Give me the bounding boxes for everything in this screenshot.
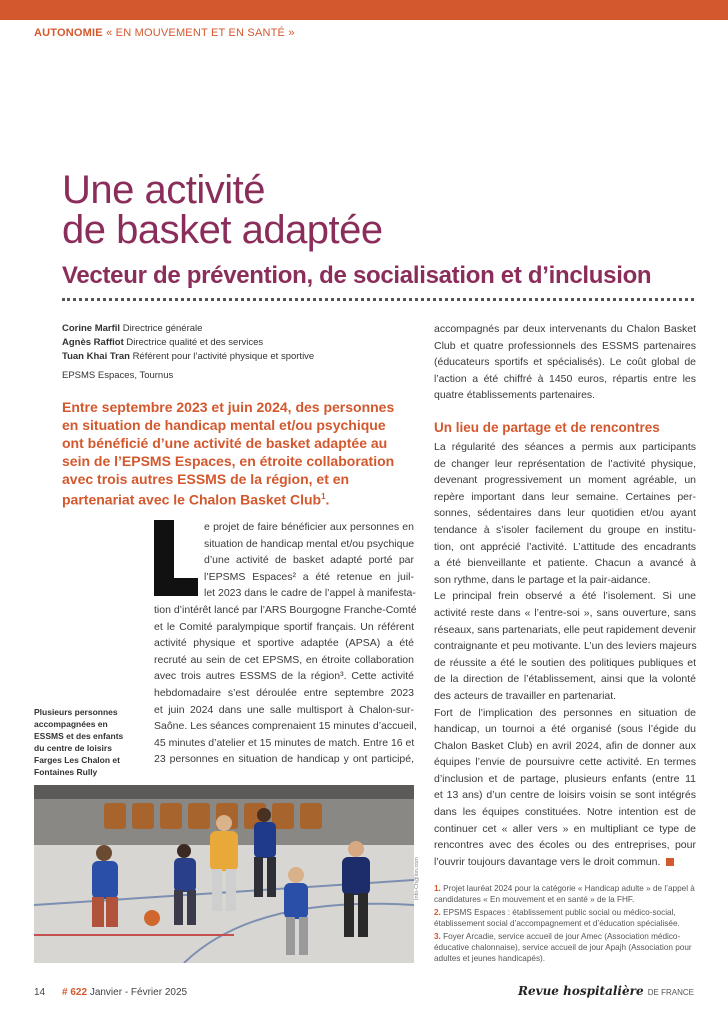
dotted-divider xyxy=(62,298,694,301)
photo-illustration xyxy=(34,785,414,963)
footnotes xyxy=(434,883,702,966)
text-line: d’une activité de basket adapté porté par xyxy=(204,554,414,567)
text-line: Saône. Les séances comprenaient 15 minutes d’accueil, xyxy=(154,720,417,733)
text-line: réseaux, sans partenariats, elle peut rapidement devenir xyxy=(434,623,697,636)
body-column-2 xyxy=(434,439,696,870)
magazine-title: Revue hospitalière xyxy=(518,984,644,998)
text-line: l’ouvrir toujours davantage vers le droit commun. xyxy=(434,855,661,868)
text-line: rencontres avec des écoles ou des entreprises, pour xyxy=(434,839,696,852)
author-2 xyxy=(62,336,314,350)
text-line: équipes l’envie de poursuivre cette activité. En termes xyxy=(434,756,696,769)
footnote-text: Foyer Arcadie, service accueil de jour Amec (Association médico-éducative chalonnaise), service accueil de jour Apajh (Association pour adultes et jeunes handicapés). xyxy=(434,932,692,963)
author-name: Corine Marfil xyxy=(62,323,121,334)
footnote-number: 3. xyxy=(434,932,441,941)
text-line: l’EPSMS Espaces² a été retenue en juil- xyxy=(204,570,414,583)
author-3 xyxy=(62,350,314,364)
issue-date: Janvier - Février 2025 xyxy=(89,987,188,998)
text-line: contraignante et peu motivante. L’un des leviers majeurs xyxy=(434,640,697,653)
top-color-band xyxy=(0,0,728,20)
author-1 xyxy=(62,322,314,336)
text-line: devenant progressivement un moment agréable, un xyxy=(434,474,696,487)
photo-credit: Info-Ch@lon.com xyxy=(414,857,420,900)
text-line: activité physique et sportive adaptée (APSA) a été xyxy=(154,637,414,650)
text-line: son rythme, dans le partage et la pair-aidance. xyxy=(434,573,651,586)
body-column-1 xyxy=(154,519,417,768)
section-heading: Un lieu de partage et de rencontres xyxy=(434,420,660,435)
body-column-2-top xyxy=(434,321,696,404)
text-line: 23 personnes en situation de handicap y ont participé, xyxy=(154,753,414,766)
issue-number: # 622 xyxy=(62,987,88,998)
rubric-main: AUTONOMIE xyxy=(34,27,103,39)
author-name: Tuan Khai Tran xyxy=(62,351,130,362)
author-role: Référent pour l’activité physique et sportive xyxy=(132,351,315,362)
page-number: 14 xyxy=(34,987,46,998)
author-block xyxy=(62,322,314,383)
article-subtitle: Vecteur de prévention, de socialisation et d’inclusion xyxy=(62,262,652,289)
end-of-article-mark xyxy=(666,858,674,866)
text-line: des acteurs de travailler en partenariat. xyxy=(434,689,617,702)
author-role: Directrice qualité et des services xyxy=(126,337,264,348)
basketball-photo xyxy=(34,785,414,963)
lead-paragraph: Entre septembre 2023 et juin 2024, des personnes en situation de handicap mental et/ou psychique ont bénéficié d’une activité de basket adaptée au sein de l’EPSMS Espaces, en étroite collaboration avec trois autres ESSMS de la région, et en partenariat avec le Chalon Basket Club$^1$. xyxy=(62,399,395,508)
footnote-item xyxy=(434,931,702,964)
text-line: repère important dans leur semaine. Certaines per- xyxy=(434,490,696,503)
footnote-number: 1. xyxy=(434,884,441,893)
text-line: d’inclusion et de partage, plusieurs enfants (entre 11 xyxy=(434,772,696,785)
author-name: Agnès Raffiot xyxy=(62,337,124,348)
text-line: 45 minutes d’atelier et 15 minutes de match. Entre 16 et xyxy=(154,736,415,749)
text-line: let 2023 dans le cadre de l’appel à manifesta- xyxy=(204,587,416,600)
author-role: Directrice générale xyxy=(122,323,203,334)
footnote-text: Projet lauréat 2024 pour la catégorie « Handicap adulte » de l’appel à candidatures « En mouvement et en santé » de la FHF. xyxy=(434,884,695,904)
text-line: activité reste dans « l’entre-soi », sans ouverture, sans xyxy=(434,606,696,619)
text-line: e projet de faire bénéficier aux personnes en xyxy=(204,521,414,533)
text-line: Le principal frein observé a été l’isolement. Si une xyxy=(434,590,696,603)
text-line: et juin 2024 dans une salle multisport à Chalon-sur- xyxy=(154,703,414,716)
lead-footnote-ref: 1 xyxy=(321,492,326,501)
text-line: (éducateurs sportifs et spécialisés). Le coût global de xyxy=(434,356,696,369)
title-line-2: de basket adaptée xyxy=(62,208,383,252)
footnote-number: 2. xyxy=(434,908,441,917)
photo-caption: Plusieurs personnes accompagnées en ESSMS et des enfants du centre de loisirs Farges Les Chalon et Fontaines Rully xyxy=(34,707,124,777)
text-line: sonnes, sédentaires dans leur quotidien et/ou ayant xyxy=(434,507,696,520)
footnote-item xyxy=(434,907,702,929)
title-line-1: Une activité xyxy=(62,168,265,212)
text-line: accompagnés par deux intervenants du Chalon Basket xyxy=(434,323,696,335)
magazine-suffix: DE FRANCE xyxy=(647,988,694,997)
text-line: de la direction de l’établissement, ainsi que la volonté xyxy=(434,673,696,686)
rubric-sub: « EN MOUVEMENT ET EN SANTÉ » xyxy=(106,27,295,39)
footnote-text: EPSMS Espaces : établissement public social ou médico-social, établissement social d’accompagnement et d’éducation spécialisée. xyxy=(434,908,680,928)
issue-info xyxy=(62,987,187,998)
text-line: tion, ont apprécié l’activité. L’attitude des encadrants xyxy=(434,540,696,553)
article-title xyxy=(62,170,383,250)
text-line: Club et quatre professionnels des ESSMS partenaires xyxy=(434,339,696,352)
text-line: continuer cet « aller vers » en multipliant ce type de xyxy=(434,822,696,835)
text-line: hebdomadaire s’est déroulée entre septembre 2023 xyxy=(154,686,414,699)
text-line: l’action a été chiffré à 1450 euros, répartis entre les xyxy=(434,372,696,385)
text-line: de réussite a été le soutien des politiques publiques et xyxy=(434,656,696,669)
text-line: recruté au sein de cet EPSMS, en étroite collaboration xyxy=(154,653,414,666)
text-line: avec trois autres ESSMS de la région³. Cette activité xyxy=(154,670,414,683)
text-line: tion d’intérêt lancé par l’ARS Bourgogne Franche-Comté xyxy=(154,603,417,616)
text-line: Fort de l’implication des personnes en situation de xyxy=(434,706,696,719)
text-line: de changer leur représentation de l’activité physique, xyxy=(434,457,696,470)
text-line: Chalon Basket Club) en avril 2024, afin de donner aux xyxy=(434,739,696,752)
magazine-name xyxy=(518,984,694,998)
footnote-item xyxy=(434,883,702,905)
text-line: a été bienveillante et patiente. Chacun a avancé à xyxy=(434,557,696,570)
text-line: situation de handicap mental et/ou psychique xyxy=(204,537,415,550)
text-line: handicap, un tournoi a été organisé (sous l’égide du xyxy=(434,723,696,736)
text-line: quatre établissements partenaires. xyxy=(434,389,596,402)
text-line: et 13 ans) d’un centre de loisirs voisin se sont intégrés xyxy=(434,789,696,802)
text-line: tendance à s’isoler facilement du groupe en institu- xyxy=(434,523,696,536)
author-organization: EPSMS Espaces, Tournus xyxy=(62,370,174,381)
text-line: et le Comité paralympique sportif français. Un référent xyxy=(154,620,414,633)
lead-text: Entre septembre 2023 et juin 2024, des personnes en situation de handicap mental et/ou psychique ont bénéficié d’une activité de basket adaptée au sein de l’EPSMS Espaces, en étroite collaboration avec trois autres ESSMS de la région, et en partenariat avec le Chalon Basket Club xyxy=(62,399,395,508)
last-line-wrap xyxy=(434,854,696,871)
text-line: La régularité des séances a permis aux participants xyxy=(434,441,696,453)
text-line: dans les équipes constituées. Notre intention est de xyxy=(434,806,696,819)
section-rubric xyxy=(34,27,295,39)
